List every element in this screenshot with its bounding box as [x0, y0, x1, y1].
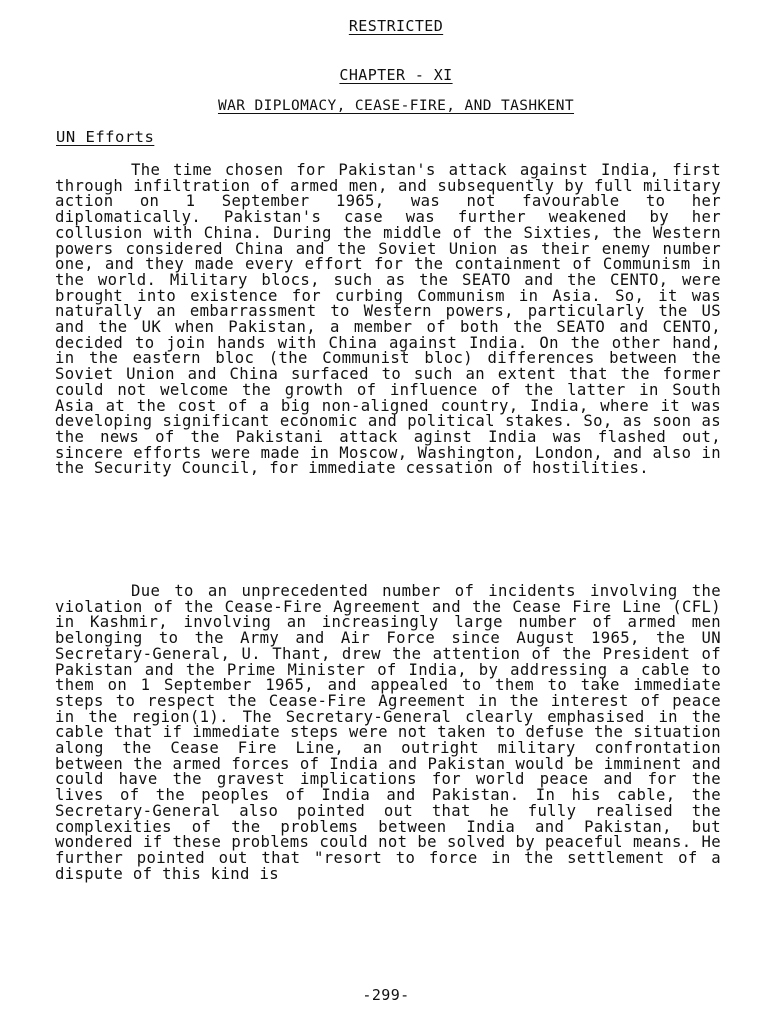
classification-marking: RESTRICTED [348, 17, 444, 35]
page-number: -299- [362, 986, 410, 1004]
chapter-heading: CHAPTER - XI [339, 66, 453, 84]
chapter-title: WAR DIPLOMACY, CEASE-FIRE, AND TASHKENT [217, 98, 575, 114]
body-paragraph: Due to an unprecedented number of incidents involving the violation of the Cease-Fire Agreement and the Cease Fire Line (CFL) in Kashmir, involving an increasingly large number of armed men belonging to the Army and Air Force since August 1965, the UN Secretary-General, U. Thant, drew the attention of the President of Pakistan and the Prime Minister of India, by addressing a cable to them on 1 September 1965, and appealed to them to take immediate steps to respect the Cease-Fire Agreement in the interest of peace in the region(1). The Secretary-General clearly emphasised in the cable that if immediate steps were not taken to defuse the situation along the Cease Fire Line, an outright military confrontation between the armed forces of India and Pakistan would be imminent and could have the gravest implications for world peace and for the lives of the peoples of India and Pakistan. In his cable, the Secretary-General also pointed out that he fully realised the complexities of the problems between India and Pakistan, but wondered if these problems could not be solved by peaceful means. He further pointed out that "resort to force in the settlement of a dispute of this kind is [55, 582, 721, 883]
body-paragraph: The time chosen for Pakistan's attack against India, first through infiltration of armed men, and subsequently by full military action on 1 September 1965, was not favourable to her diplomatically. Pakistan's case was further weakened by her collusion with China. During the middle of the Sixties, the Western powers considered China and the Soviet Union as their enemy number one, and they made every effort for the containment of Communism in the world. Military blocs, such as the SEATO and the CENTO, were brought into existence for curbing Communism in Asia. So, it was naturally an embarrassment to Western powers, particularly the US and the UK when Pakistan, a member of both the SEATO and CENTO, decided to join hands with China against India. On the other hand, in the eastern bloc (the Communist bloc) differences between the Soviet Union and China surfaced to such an extent that the former could not welcome the growth of influence of the latter in South Asia at the cost of a big non-aligned country, India, where it was developing significant economic and political stakes. So, as soon as the news of the Pakistani attack aginst India was flashed out, sincere efforts were made in Moscow, Washington, London, and also in the Security Council, for immediate cessation of hostilities. [55, 161, 721, 478]
section-heading: UN Efforts [56, 128, 155, 146]
